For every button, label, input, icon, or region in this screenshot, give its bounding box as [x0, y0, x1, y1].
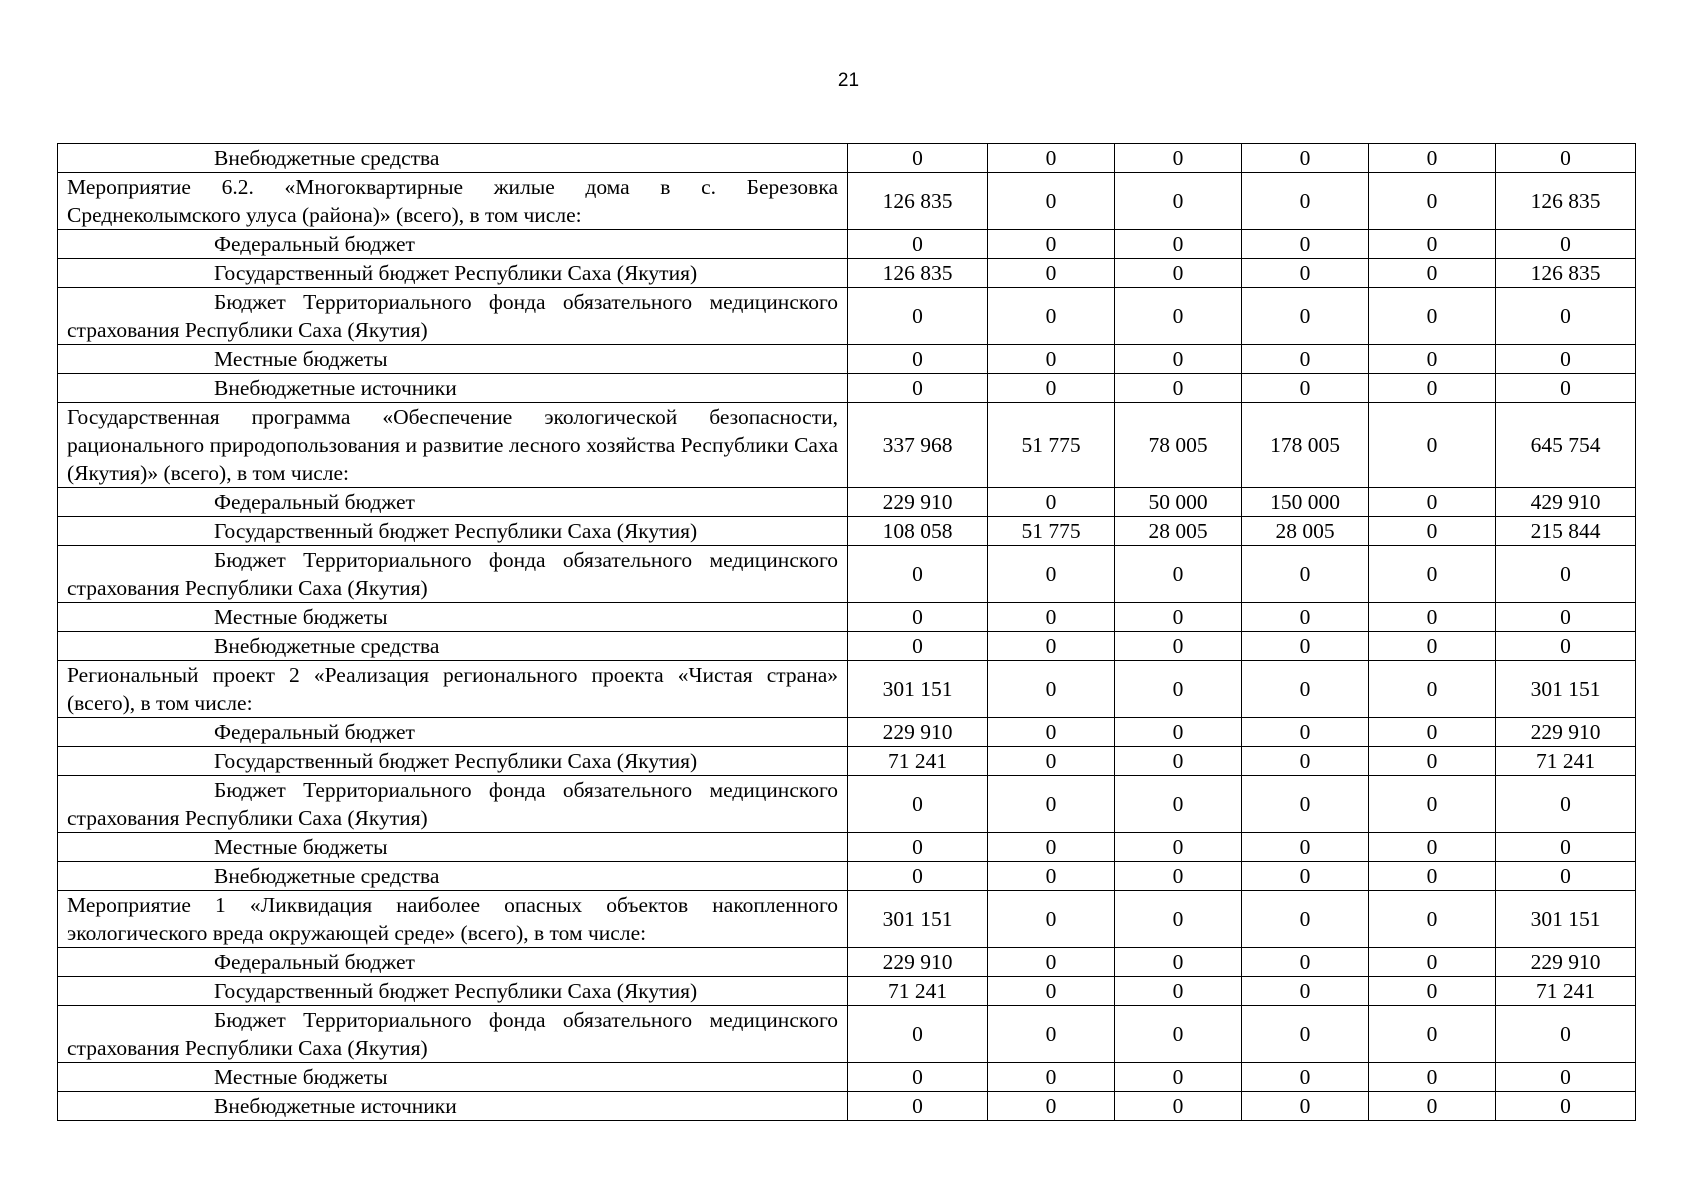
row-value: 0 — [988, 776, 1115, 833]
row-value: 0 — [988, 488, 1115, 517]
row-value: 0 — [1369, 833, 1496, 862]
row-value: 337 968 — [848, 403, 988, 488]
row-value: 28 005 — [1242, 517, 1369, 546]
table-row — [58, 977, 1636, 1006]
row-value: 0 — [988, 718, 1115, 747]
row-value: 51 775 — [988, 517, 1115, 546]
row-label: Внебюджетные источники — [58, 1092, 848, 1121]
table-row — [58, 488, 1636, 517]
row-value: 0 — [848, 345, 988, 374]
row-value: 0 — [1242, 977, 1369, 1006]
row-value: 0 — [1115, 747, 1242, 776]
row-label: Внебюджетные источники — [58, 374, 848, 403]
table-row — [58, 948, 1636, 977]
row-value: 0 — [1496, 345, 1636, 374]
row-value: 0 — [1115, 374, 1242, 403]
row-value: 126 835 — [1496, 173, 1636, 230]
row-label: Местные бюджеты — [58, 345, 848, 374]
row-label: Внебюджетные средства — [58, 632, 848, 661]
row-value: 301 151 — [1496, 661, 1636, 718]
budget-table — [57, 143, 1636, 1121]
row-value: 78 005 — [1115, 403, 1242, 488]
row-label: Федеральный бюджет — [58, 488, 848, 517]
row-value: 0 — [1115, 862, 1242, 891]
row-value: 0 — [1369, 230, 1496, 259]
row-value: 0 — [848, 374, 988, 403]
row-value: 0 — [1496, 374, 1636, 403]
row-value: 0 — [988, 891, 1115, 948]
row-value: 0 — [1242, 345, 1369, 374]
row-value: 0 — [988, 948, 1115, 977]
row-value: 0 — [988, 977, 1115, 1006]
row-value: 0 — [1369, 488, 1496, 517]
row-value: 0 — [988, 546, 1115, 603]
row-label: Федеральный бюджет — [58, 718, 848, 747]
row-value: 0 — [988, 173, 1115, 230]
row-value: 0 — [848, 288, 988, 345]
row-value: 301 151 — [848, 661, 988, 718]
row-value: 0 — [1496, 862, 1636, 891]
table-row — [58, 891, 1636, 948]
row-value: 0 — [1242, 718, 1369, 747]
row-value: 0 — [848, 862, 988, 891]
row-value: 0 — [1242, 891, 1369, 948]
row-value: 0 — [848, 632, 988, 661]
row-value: 0 — [1115, 288, 1242, 345]
table-row — [58, 632, 1636, 661]
row-value: 0 — [1242, 661, 1369, 718]
row-value: 0 — [1115, 546, 1242, 603]
row-value: 126 835 — [848, 173, 988, 230]
row-label: Государственный бюджет Республики Саха (Якутия) — [58, 259, 848, 288]
row-value: 0 — [1115, 833, 1242, 862]
row-value: 0 — [1242, 173, 1369, 230]
row-value: 0 — [1115, 345, 1242, 374]
row-value: 0 — [1115, 632, 1242, 661]
row-value: 0 — [1115, 230, 1242, 259]
page-number: 21 — [837, 70, 860, 91]
row-value: 0 — [1369, 1006, 1496, 1063]
row-value: 71 241 — [848, 747, 988, 776]
row-value: 0 — [1242, 1092, 1369, 1121]
row-value: 0 — [1369, 632, 1496, 661]
row-value: 0 — [1115, 1006, 1242, 1063]
table-row — [58, 833, 1636, 862]
row-value: 0 — [1242, 230, 1369, 259]
row-label: Внебюджетные средства — [58, 144, 848, 173]
row-value: 0 — [848, 546, 988, 603]
row-value: 0 — [1369, 747, 1496, 776]
row-value: 229 910 — [1496, 948, 1636, 977]
row-value: 0 — [988, 1006, 1115, 1063]
row-value: 0 — [988, 747, 1115, 776]
row-value: 0 — [1242, 776, 1369, 833]
row-value: 0 — [1242, 862, 1369, 891]
row-value: 0 — [1242, 546, 1369, 603]
row-value: 229 910 — [848, 488, 988, 517]
table-row — [58, 288, 1636, 345]
row-value: 150 000 — [1242, 488, 1369, 517]
row-value: 0 — [988, 345, 1115, 374]
row-value: 0 — [1369, 603, 1496, 632]
row-label: Бюджет Территориального фонда обязательного медицинского страхования Республики Саха (Якутия) — [58, 546, 848, 603]
row-value: 0 — [988, 144, 1115, 173]
table-row — [58, 776, 1636, 833]
row-value: 0 — [988, 1092, 1115, 1121]
row-value: 0 — [1369, 1092, 1496, 1121]
row-value: 229 910 — [848, 718, 988, 747]
row-value: 0 — [988, 603, 1115, 632]
row-value: 0 — [1369, 948, 1496, 977]
row-value: 0 — [988, 833, 1115, 862]
row-value: 0 — [1369, 661, 1496, 718]
row-value: 0 — [848, 603, 988, 632]
table-row — [58, 1006, 1636, 1063]
row-value: 50 000 — [1115, 488, 1242, 517]
row-label: Государственный бюджет Республики Саха (Якутия) — [58, 747, 848, 776]
row-value: 0 — [1496, 603, 1636, 632]
row-value: 0 — [1242, 632, 1369, 661]
row-value: 0 — [1369, 173, 1496, 230]
row-value: 0 — [1115, 259, 1242, 288]
row-label: Бюджет Территориального фонда обязательного медицинского страхования Республики Саха (Якутия) — [58, 288, 848, 345]
row-value: 645 754 — [1496, 403, 1636, 488]
row-value: 301 151 — [848, 891, 988, 948]
table-row — [58, 718, 1636, 747]
row-value: 0 — [988, 374, 1115, 403]
table-row — [58, 517, 1636, 546]
row-value: 0 — [1115, 776, 1242, 833]
row-value: 71 241 — [1496, 977, 1636, 1006]
row-value: 0 — [1369, 288, 1496, 345]
row-value: 0 — [1496, 1092, 1636, 1121]
row-value: 0 — [1242, 374, 1369, 403]
row-value: 0 — [848, 230, 988, 259]
row-value: 429 910 — [1496, 488, 1636, 517]
row-value: 126 835 — [848, 259, 988, 288]
table-row — [58, 259, 1636, 288]
row-label: Государственный бюджет Республики Саха (Якутия) — [58, 977, 848, 1006]
row-value: 0 — [1496, 1006, 1636, 1063]
row-value: 0 — [848, 1063, 988, 1092]
row-label: Мероприятие 1 «Ликвидация наиболее опасных объектов накопленного экологического вреда окружающей среде» (всего), в том числе: — [58, 891, 848, 948]
row-value: 0 — [1369, 374, 1496, 403]
row-label: Внебюджетные средства — [58, 862, 848, 891]
row-value: 0 — [988, 288, 1115, 345]
row-label: Мероприятие 6.2. «Многоквартирные жилые дома в с. Березовка Среднеколымского улуса (района)» (всего), в том числе: — [58, 173, 848, 230]
row-value: 0 — [1242, 747, 1369, 776]
row-value: 126 835 — [1496, 259, 1636, 288]
row-value: 0 — [1496, 1063, 1636, 1092]
row-value: 0 — [988, 862, 1115, 891]
row-value: 0 — [1496, 776, 1636, 833]
row-value: 301 151 — [1496, 891, 1636, 948]
row-value: 0 — [1242, 603, 1369, 632]
table-row — [58, 546, 1636, 603]
row-value: 0 — [1369, 862, 1496, 891]
row-value: 0 — [1496, 230, 1636, 259]
row-value: 0 — [1369, 977, 1496, 1006]
row-value: 0 — [1369, 891, 1496, 948]
row-value: 0 — [1369, 144, 1496, 173]
row-value: 0 — [1242, 144, 1369, 173]
row-value: 0 — [1242, 1063, 1369, 1092]
row-value: 0 — [1369, 345, 1496, 374]
table-row — [58, 603, 1636, 632]
row-label: Федеральный бюджет — [58, 948, 848, 977]
row-value: 229 910 — [848, 948, 988, 977]
row-value: 51 775 — [988, 403, 1115, 488]
row-value: 0 — [1496, 144, 1636, 173]
row-value: 108 058 — [848, 517, 988, 546]
row-value: 0 — [1496, 546, 1636, 603]
row-value: 178 005 — [1242, 403, 1369, 488]
table-body — [58, 144, 1636, 1121]
row-value: 0 — [1369, 718, 1496, 747]
row-label: Государственная программа «Обеспечение экологической безопасности, рационального природопользования и развитие лесного хозяйства Республики Саха (Якутия)» (всего), в том числе: — [58, 403, 848, 488]
row-value: 0 — [1369, 517, 1496, 546]
row-value: 0 — [1496, 632, 1636, 661]
row-label: Местные бюджеты — [58, 1063, 848, 1092]
row-value: 0 — [988, 259, 1115, 288]
row-value: 0 — [1115, 948, 1242, 977]
row-value: 0 — [988, 632, 1115, 661]
row-value: 0 — [988, 661, 1115, 718]
row-value: 71 241 — [848, 977, 988, 1006]
row-value: 0 — [848, 144, 988, 173]
row-value: 0 — [1369, 546, 1496, 603]
row-value: 0 — [1369, 403, 1496, 488]
row-value: 0 — [848, 833, 988, 862]
row-value: 0 — [1115, 718, 1242, 747]
table-row — [58, 374, 1636, 403]
row-value: 0 — [1242, 948, 1369, 977]
table-row — [58, 403, 1636, 488]
row-label: Региональный проект 2 «Реализация регионального проекта «Чистая страна» (всего), в том числе: — [58, 661, 848, 718]
row-value: 28 005 — [1115, 517, 1242, 546]
row-value: 0 — [1369, 776, 1496, 833]
row-value: 0 — [1242, 288, 1369, 345]
row-value: 0 — [1242, 259, 1369, 288]
table-row — [58, 144, 1636, 173]
row-value: 0 — [848, 1006, 988, 1063]
table-row — [58, 661, 1636, 718]
row-value: 0 — [1115, 603, 1242, 632]
table-row — [58, 173, 1636, 230]
row-label: Местные бюджеты — [58, 833, 848, 862]
row-value: 215 844 — [1496, 517, 1636, 546]
row-value: 0 — [1242, 1006, 1369, 1063]
table-row — [58, 230, 1636, 259]
row-label: Государственный бюджет Республики Саха (Якутия) — [58, 517, 848, 546]
table-row — [58, 1092, 1636, 1121]
row-value: 0 — [988, 230, 1115, 259]
row-value: 0 — [1115, 977, 1242, 1006]
row-value: 0 — [1242, 833, 1369, 862]
row-value: 71 241 — [1496, 747, 1636, 776]
row-value: 0 — [1115, 1092, 1242, 1121]
row-label: Местные бюджеты — [58, 603, 848, 632]
table-row — [58, 345, 1636, 374]
row-label: Бюджет Территориального фонда обязательного медицинского страхования Республики Саха (Якутия) — [58, 776, 848, 833]
row-value: 0 — [848, 776, 988, 833]
table-row — [58, 747, 1636, 776]
row-value: 0 — [1115, 1063, 1242, 1092]
row-value: 0 — [1496, 833, 1636, 862]
row-value: 0 — [1115, 173, 1242, 230]
row-label: Федеральный бюджет — [58, 230, 848, 259]
row-value: 229 910 — [1496, 718, 1636, 747]
row-value: 0 — [1115, 144, 1242, 173]
table-row — [58, 1063, 1636, 1092]
row-value: 0 — [1115, 661, 1242, 718]
row-value: 0 — [1115, 891, 1242, 948]
row-label: Бюджет Территориального фонда обязательного медицинского страхования Республики Саха (Якутия) — [58, 1006, 848, 1063]
row-value: 0 — [848, 1092, 988, 1121]
row-value: 0 — [988, 1063, 1115, 1092]
table-row — [58, 862, 1636, 891]
row-value: 0 — [1369, 1063, 1496, 1092]
row-value: 0 — [1369, 259, 1496, 288]
row-value: 0 — [1496, 288, 1636, 345]
